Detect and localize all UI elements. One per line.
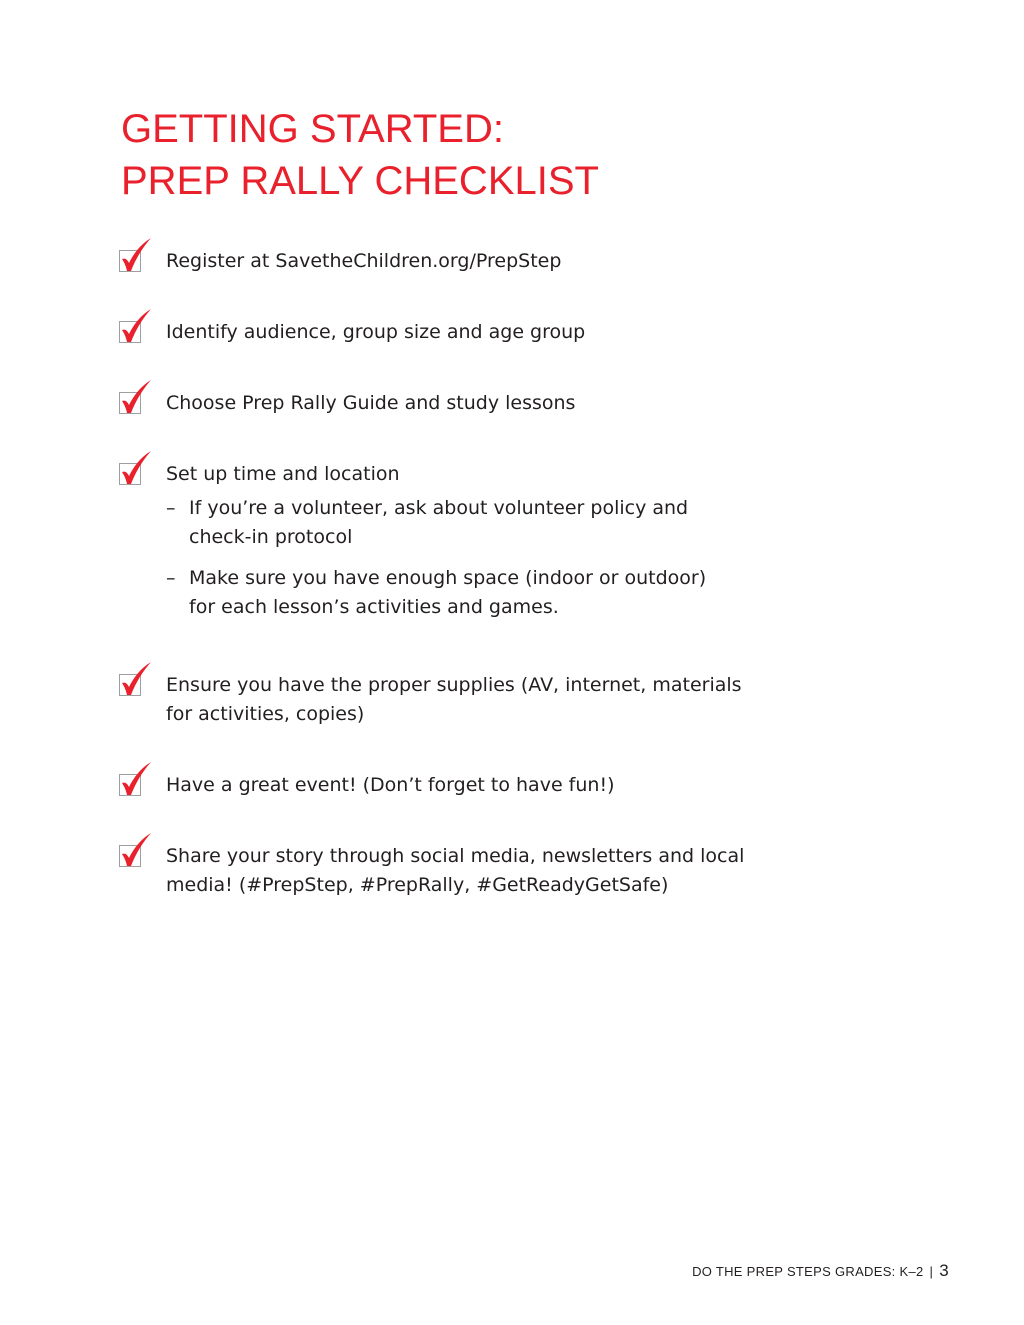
checkmark-icon — [119, 450, 153, 488]
checklist-item — [119, 664, 819, 729]
sub-item-line: If you’re a volunteer, ask about volunteer policy and — [189, 497, 689, 519]
checkbox[interactable] — [119, 674, 141, 696]
page-number: 3 — [939, 1261, 949, 1280]
page-title — [121, 103, 599, 207]
sub-item-line: Make sure you have enough space (indoor or outdoor) — [189, 567, 707, 589]
dash-bullet: – — [166, 497, 176, 519]
checklist — [119, 240, 819, 935]
checklist-item-line: Ensure you have the proper supplies (AV, internet, materials — [166, 674, 742, 696]
checklist-item-text: Set up time and location — [166, 463, 400, 485]
checklist-item — [119, 382, 819, 418]
checklist-item — [119, 764, 819, 800]
checkmark-icon — [119, 832, 153, 870]
checkmark-icon — [119, 308, 153, 346]
checklist-item-text: Choose Prep Rally Guide and study lessons — [166, 392, 576, 414]
checkmark-icon — [119, 379, 153, 417]
footer-separator: | — [929, 1264, 934, 1279]
checklist-item-line: media! (#PrepStep, #PrepRally, #GetReadyGetSafe) — [166, 874, 669, 896]
page-footer — [692, 1261, 949, 1281]
title-line-1: GETTING STARTED: — [121, 107, 504, 151]
checklist-item-text — [166, 835, 819, 900]
checkbox[interactable] — [119, 774, 141, 796]
checkmark-icon — [119, 237, 153, 275]
checkbox[interactable] — [119, 463, 141, 485]
dash-bullet: – — [166, 567, 176, 589]
checkbox[interactable] — [119, 321, 141, 343]
checklist-item-text: Identify audience, group size and age group — [166, 321, 586, 343]
checkmark-icon — [119, 661, 153, 699]
checklist-item-line: for activities, copies) — [166, 703, 365, 725]
sub-item — [166, 564, 819, 622]
checklist-item — [119, 240, 819, 276]
checklist-item-line: Share your story through social media, newsletters and local — [166, 845, 745, 867]
checklist-item-text: Have a great event! (Don’t forget to have fun!) — [166, 774, 615, 796]
checkbox[interactable] — [119, 845, 141, 867]
checklist-item-text — [166, 664, 819, 729]
footer-label: DO THE PREP STEPS GRADES: K–2 — [692, 1264, 924, 1279]
sub-item-line: for each lesson’s activities and games. — [189, 596, 559, 618]
sub-item — [166, 494, 819, 552]
checklist-item — [119, 835, 819, 900]
checklist-item-text: Register at SavetheChildren.org/PrepStep — [166, 250, 562, 272]
checklist-item — [119, 453, 819, 622]
sub-list — [166, 494, 819, 622]
sub-item-line: check-in protocol — [189, 526, 353, 548]
checkbox[interactable] — [119, 392, 141, 414]
title-line-2: PREP RALLY CHECKLIST — [121, 159, 599, 203]
checklist-item — [119, 311, 819, 347]
checkbox[interactable] — [119, 250, 141, 272]
checkmark-icon — [119, 761, 153, 799]
